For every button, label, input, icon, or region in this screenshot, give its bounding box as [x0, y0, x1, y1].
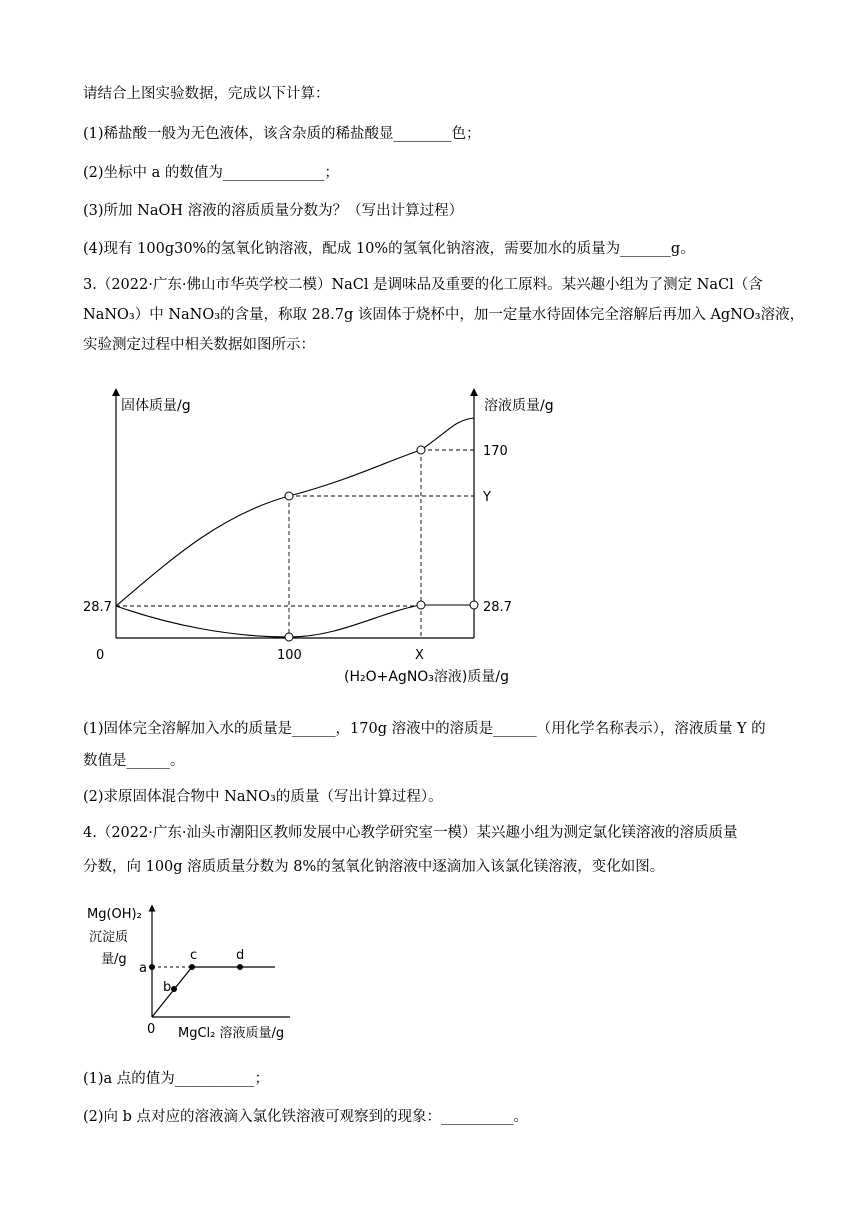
- intro-text: 请结合上图实验数据，完成以下计算：: [83, 86, 330, 102]
- label-d: d: [236, 948, 245, 963]
- marker-point: [285, 492, 293, 500]
- x-tick-x: X: [415, 648, 424, 663]
- left-tick-28-7: 28.7: [83, 600, 112, 615]
- point-c: [189, 964, 195, 970]
- label-c: c: [190, 948, 198, 963]
- marker-point: [417, 446, 425, 454]
- origin-label: 0: [147, 1022, 156, 1037]
- marker-point: [285, 633, 293, 641]
- q2-item-3: (3)所加 NaOH 溶液的溶质质量分数为？（写出计算过程）: [83, 203, 464, 219]
- right-tick-y: Y: [483, 490, 491, 505]
- y-label-line-3: 量/g: [101, 952, 127, 967]
- point-a: [149, 964, 155, 970]
- q4-item-1: (1)a 点的值为___________；: [83, 1071, 270, 1087]
- q4-stem-line-2: 分数，向 100g 溶质质量分数为 8%的氢氧化钠溶液中逐滴加入该氯化镁溶液，变化如图。: [83, 859, 665, 875]
- solid-mass-curve: [116, 605, 474, 637]
- point-b: [171, 986, 177, 992]
- point-d: [237, 964, 243, 970]
- q4-item-2: (2)向 b 点对应的溶液滴入氯化铁溶液可观察到的现象：__________。: [83, 1109, 529, 1125]
- label-b: b: [163, 980, 172, 995]
- q4-figure: [82, 896, 312, 1046]
- right-tick-28-7: 28.7: [483, 600, 512, 615]
- marker-point: [417, 601, 425, 609]
- left-axis-label: 固体质量/g: [121, 398, 191, 414]
- origin-label: 0: [96, 648, 105, 663]
- x-tick-100: 100: [277, 648, 302, 663]
- y-label-line-1: Mg(OH)₂: [87, 907, 142, 922]
- q2-item-1: (1)稀盐酸一般为无色液体，该含杂质的稀盐酸显________色；: [83, 126, 481, 142]
- q3-item-2: (2)求原固体混合物中 NaNO₃的质量（写出计算过程）。: [83, 789, 443, 805]
- right-axis-label: 溶液质量/g: [484, 398, 554, 414]
- right-tick-170: 170: [483, 444, 508, 459]
- q3-item-1-line-2: 数值是______。: [83, 753, 185, 769]
- q4-stem-line-1: 4.（2022·广东·汕头市潮阳区教师发展中心教学研究室一模）某兴趣小组为测定氯化镁溶液的溶质质量: [83, 825, 738, 841]
- x-axis-label: (H₂O+AgNO₃溶液)质量/g: [344, 669, 509, 685]
- q3-item-1-line-1: (1)固体完全溶解加入水的质量是______，170g 溶液中的溶质是______（用化学名称表示），溶液质量 Y 的: [83, 721, 766, 737]
- x-axis-label: MgCl₂ 溶液质量/g: [178, 1026, 285, 1041]
- q3-figure: [70, 378, 570, 694]
- q3-stem-line-3: 实验测定过程中相关数据如图所示：: [83, 337, 315, 353]
- q3-stem-line-2: NaNO₃）中 NaNO₃的含量，称取 28.7g 该固体于烧杯中，加一定量水待固体完全溶解后再加入 AgNO₃溶液，: [83, 307, 805, 323]
- q2-item-2: (2)坐标中 a 的数值为______________；: [83, 165, 339, 181]
- q2-item-4: (4)现有 100g30%的氢氧化钠溶液，配成 10%的氢氧化钠溶液，需要加水的质量为_______g。: [83, 241, 695, 257]
- q3-stem-line-1: 3.（2022·广东·佛山市华英学校二模）NaCl 是调味品及重要的化工原料。某兴趣小组为了测定 NaCl（含: [83, 277, 763, 293]
- y-label-line-2: 沉淀质: [89, 930, 129, 945]
- marker-point: [470, 601, 478, 609]
- y-tick-a: a: [139, 961, 147, 976]
